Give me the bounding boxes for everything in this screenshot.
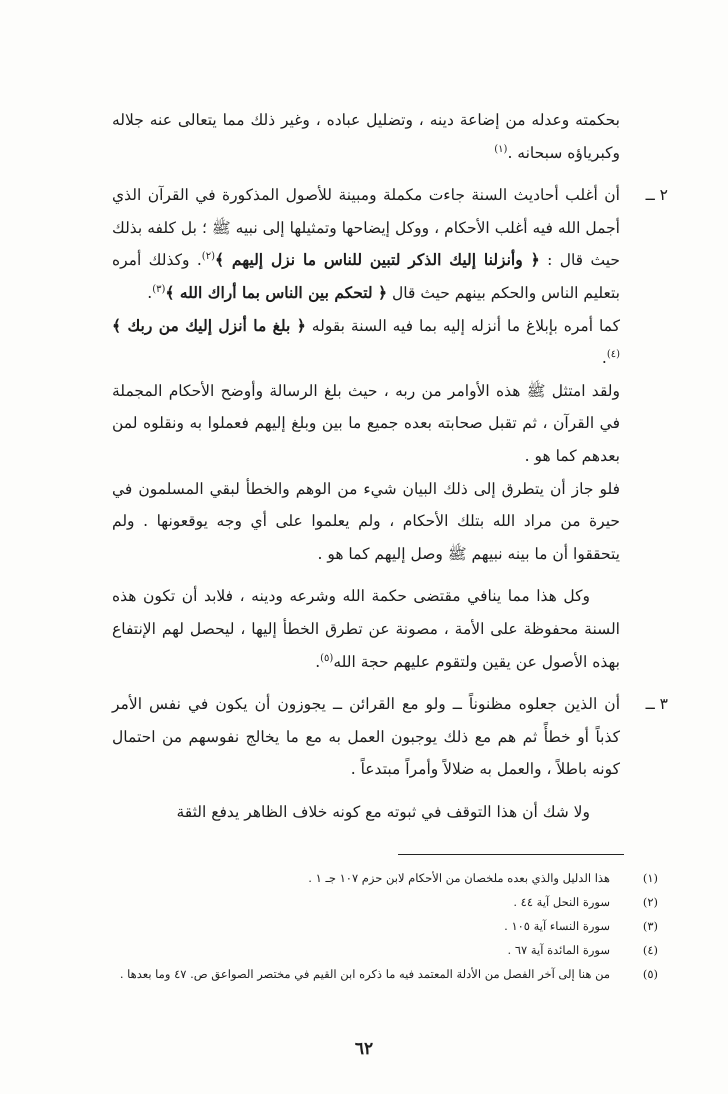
footnote: [86, 962, 658, 986]
page-number: ٦٢: [354, 1039, 374, 1059]
footnote-number: (٣): [642, 919, 658, 933]
footnote-ref: (١): [494, 143, 508, 155]
footnote-text: من هنا إلى آخر الفصل من الأدلة المعتمد فيه ما ذكره ابن القيم في مختصر الصواعق ص. ٤٧ وما بعدها .: [119, 967, 610, 981]
paragraph-falaw: فلو جاز أن يتطرق إلى ذلك البيان شيء من الوهم والخطأ لبقي المسلمون في حيرة من مراد الله بتلك الأحكام ، ولم يعلموا على أي وجه يوقعونها . ولم يتحققوا أن ما بينه نبيهم ﷺ وصل إليهم كما هو .: [112, 479, 620, 563]
list-number: ٣ ــ: [645, 695, 668, 714]
footnote-text: سورة المائدة آية ٦٧ .: [507, 943, 610, 957]
list-number: ٢ ــ: [645, 186, 668, 205]
footnote-ref: (٣): [152, 283, 166, 295]
paragraph-laqad: ولقد امتثل ﷺ هذه الأوامر من ربه ، حيث بلغ الرسالة وأوضح الأحكام المجملة في القرآن ، ثم تقبل صحابته بعده جميع ما بين وبلغ إليهم فعملوا به ونقلوه لمن بعدهم كما هو .: [112, 381, 620, 465]
footnote-number: (٤): [642, 943, 658, 957]
footnote: [86, 890, 658, 914]
list-item-2: ٢ ــ أن أغلب أحاديث السنة جاءت مكملة ومبينة للأصول المذكورة في القرآن الذي أجمل الله فيه أغلب الأحكام ، ووكل إيضاحها وتمثيلها إلى نبيه ﷺ ؛ بل كلفه بذلك حيث قال : ﴿ وأنزلنا إليك الذكر لتبين للناس ما نزل إليهم ﴾$^{(٢)}$. وكذلك أمره بتعليم الناس والحكم بينهم حيث قال ﴿ لتحكم بين الناس بما أراك الله ﴾$^{(٣)}$.: [112, 179, 620, 309]
footnote: [86, 866, 658, 890]
footnote: [86, 914, 658, 938]
footnote-text: هذا الدليل والذي بعده ملخصان من الأحكام لابن حزم ١٠٧ جـ ١ .: [308, 871, 610, 885]
footnote-text: سورة النساء آية ١٠٥ .: [504, 919, 610, 933]
main-text: [112, 104, 668, 828]
footnote-ref: (٢): [201, 251, 215, 263]
list-item-3: ٣ ــ أن الذين جعلوه مظنوناً ــ ولو مع القرائن ــ يجوزون أن يكون في نفس الأمر كذباً أو خطأً ثم هم مع ذلك يوجبون العمل به مع ما يخالج نفوسهم من احتمال كونه باطلاً ، والعمل به ضلالاً وأمراً مبتدعاً .: [112, 688, 620, 786]
footnote-divider: [398, 854, 624, 855]
footnote-number: (١): [642, 871, 658, 885]
paragraph-kull: وكل هذا مما ينافي مقتضى حكمة الله وشرعه ودينه ، فلابد أن تكون هذه السنة محفوظة على الأمة ، مصونة عن تطرق الخطأ إليها ، ليحصل لهم الإنتفاع بهذه الأصول عن يقين ولتقوم عليهم حجة الله$^{(٥)}$.: [112, 587, 620, 671]
quran-verse: ﴿ بلغ ما أنزل إليك من ربك ﴾: [112, 315, 306, 335]
footnote-number: (٥): [642, 967, 658, 981]
footnote-number: (٢): [642, 895, 658, 909]
footnotes: [86, 866, 658, 986]
paragraph-intro: بحكمته وعدله من إضاعة دينه ، وتضليل عباده ، وغير ذلك مما يتعالى عنه جلاله وكبرياؤه سبحانه .$^{(١)}$: [112, 111, 620, 162]
footnote-text: سورة النحل آية ٤٤ .: [513, 895, 610, 909]
paragraph-amr: كما أمره بإبلاغ ما أنزله إليه بما فيه السنة بقوله ﴿ بلغ ما أنزل إليك من ربك ﴾$^{(٤)}$.: [112, 315, 621, 368]
quran-verse: ﴿ وأنزلنا إليك الذكر لتبين للناس ما نزل إليهم ﴾: [214, 250, 540, 270]
paragraph-last: ولا شك أن هذا التوقف في ثبوته مع كونه خلاف الظاهر يدفع الثقة: [176, 802, 590, 821]
footnote-ref: (٤): [606, 349, 620, 360]
footnote-ref: (٥): [320, 652, 334, 664]
footnote: [86, 938, 658, 962]
quran-verse: ﴿ لتحكم بين الناس بما أراك الله ﴾: [165, 282, 388, 302]
